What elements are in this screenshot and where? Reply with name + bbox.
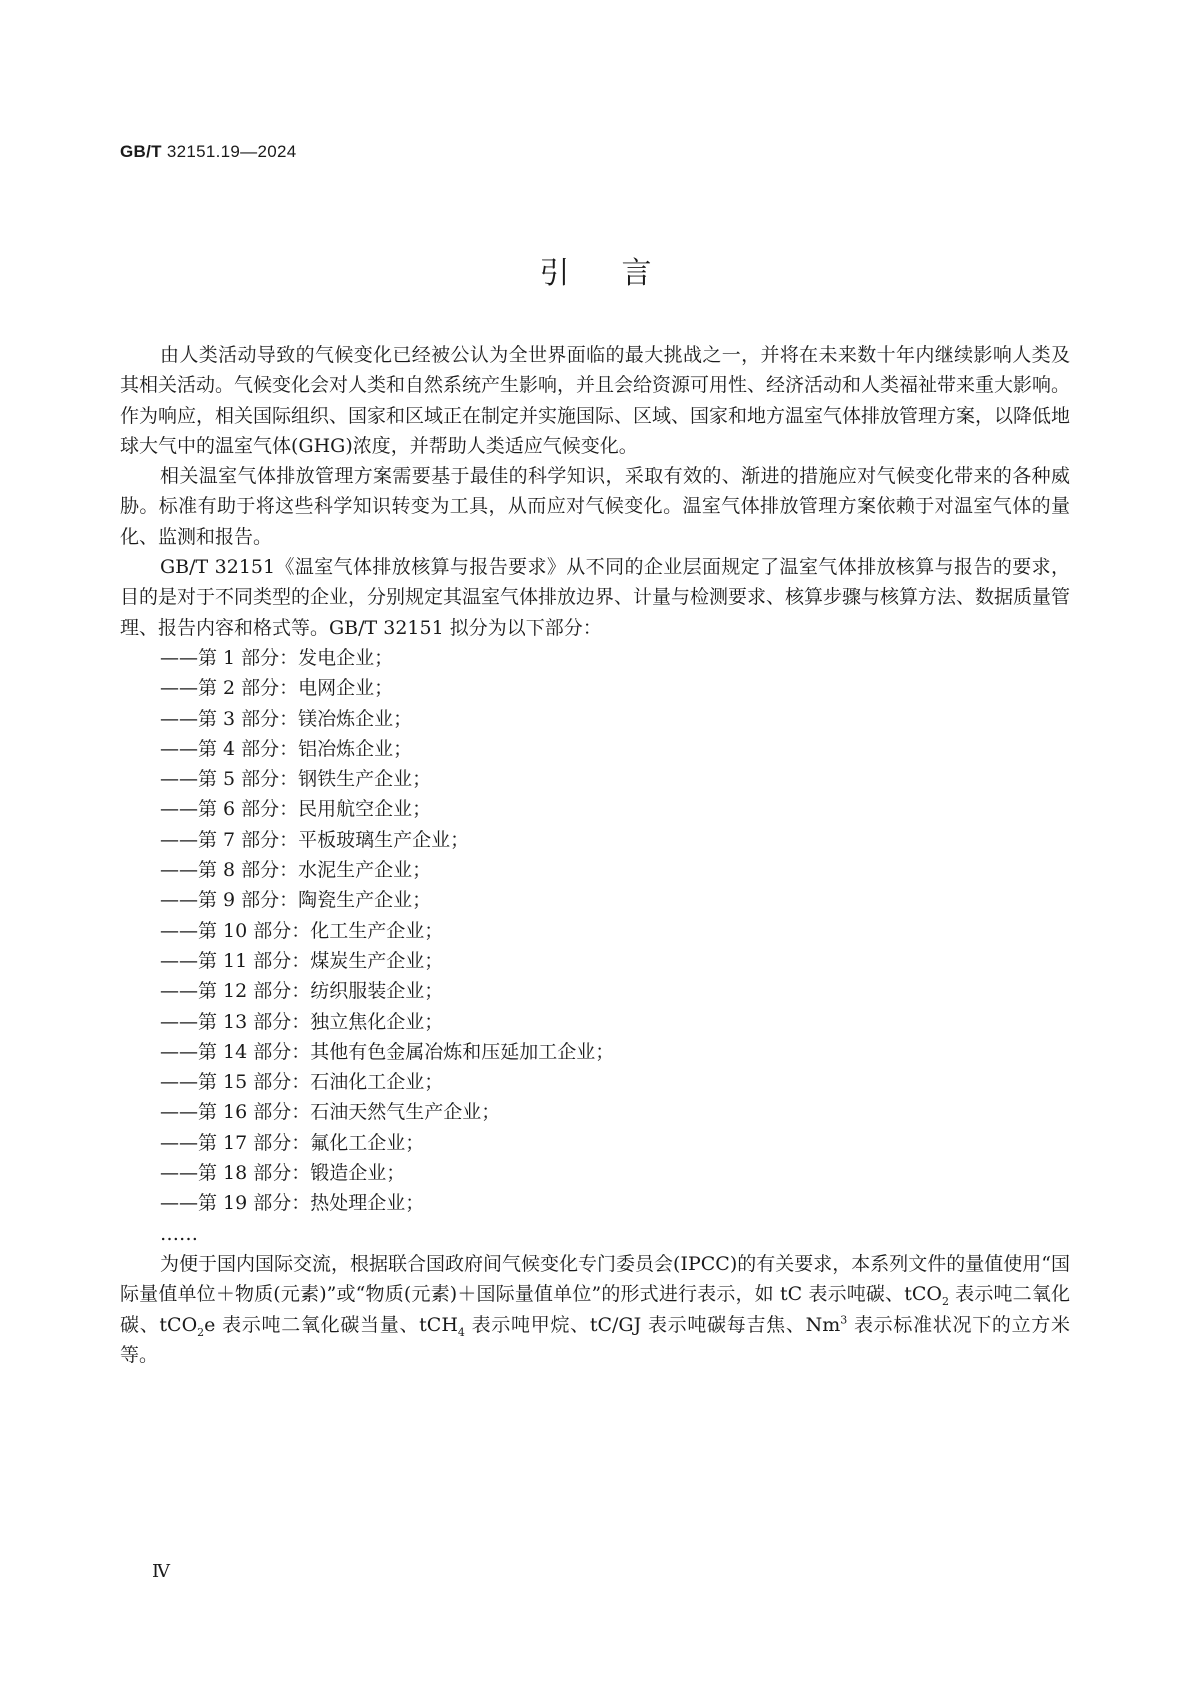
list-item: ——第 11 部分：煤炭生产企业； <box>160 949 444 972</box>
units-paragraph <box>120 1249 1070 1370</box>
list-item: ——第 15 部分：石油化工企业； <box>160 1071 444 1094</box>
page-number: Ⅳ <box>152 1561 170 1582</box>
standard-code: GB/T <box>120 142 162 161</box>
units-text-4: 表示吨甲烷、tC/GJ 表示吨碳每吉焦、Nm <box>464 1313 841 1336</box>
intro-paragraph-1: 由人类活动导致的气候变化已经被公认为全世界面临的最大挑战之一，并将在未来数十年内继续影响人类及其相关活动。气候变化会对人类和自然系统产生影响，并且会给资源可用性、经济活动和人类福祉带来重大影响。作为响应，相关国际组织、国家和区域正在制定并实施国际、区域、国家和地方温室气体排放管理方案，以降低地球大气中的温室气体(GHG)浓度，并帮助人类适应气候变化。 <box>120 344 1071 457</box>
subscript: 2 <box>197 1325 205 1339</box>
list-item: ——第 13 部分：独立焦化企业； <box>160 1010 444 1033</box>
standard-number: 32151.19—2024 <box>166 142 297 161</box>
list-item: ——第 3 部分：镁冶炼企业； <box>160 707 413 730</box>
list-item: ——第 2 部分：电网企业； <box>160 677 394 700</box>
list-item: ——第 9 部分：陶瓷生产企业； <box>160 889 432 912</box>
list-item: ——第 8 部分：水泥生产企业； <box>160 859 432 882</box>
list-item: ——第 12 部分：纺织服装企业； <box>160 980 444 1003</box>
parts-list <box>120 643 1070 1219</box>
list-ellipsis: …… <box>160 1222 198 1245</box>
list-item: ——第 14 部分：其他有色金属冶炼和压延加工企业； <box>160 1040 615 1063</box>
list-item: ——第 4 部分：铝冶炼企业； <box>160 737 413 760</box>
list-item: ——第 16 部分：石油天然气生产企业； <box>160 1101 501 1124</box>
list-item: ——第 6 部分：民用航空企业； <box>160 798 432 821</box>
list-item: ——第 18 部分：锻造企业； <box>160 1162 406 1185</box>
subscript: 4 <box>457 1325 465 1339</box>
list-item: ——第 10 部分：化工生产企业； <box>160 919 444 942</box>
list-item: ——第 7 部分：平板玻璃生产企业； <box>160 828 470 851</box>
document-body <box>120 340 1070 1370</box>
list-item: ——第 17 部分：氟化工企业； <box>160 1131 425 1154</box>
intro-paragraph-3: GB/T 32151《温室气体排放核算与报告要求》从不同的企业层面规定了温室气体排放核算与报告的要求，目的是对于不同类型的企业，分别规定其温室气体排放边界、计量与检测要求、核算步骤与核算方法、数据质量管理、报告内容和格式等。GB/T 32151 拟分为以下部分： <box>120 556 1071 639</box>
list-item: ——第 5 部分：钢铁生产企业； <box>160 768 432 791</box>
units-text-3: e 表示吨二氧化碳当量、tCH <box>204 1313 458 1336</box>
intro-paragraph-2: 相关温室气体排放管理方案需要基于最佳的科学知识，采取有效的、渐进的措施应对气候变化带来的各种威胁。标准有助于将这些科学知识转变为工具，从而应对气候变化。温室气体排放管理方案依赖于对温室气体的量化、监测和报告。 <box>120 465 1070 548</box>
units-text-5: 表示标准状况下的立方米等。 <box>120 1313 1070 1366</box>
document-code-header <box>120 142 296 162</box>
list-item: ——第 19 部分：热处理企业； <box>160 1192 425 1215</box>
list-item: ——第 1 部分：发电企业； <box>160 646 394 669</box>
subscript: 2 <box>941 1295 949 1308</box>
units-text-1: 为便于国内国际交流，根据联合国政府间气候变化专门委员会(IPCC)的有关要求，本系列文件的量值使用“国际量值单位＋物质(元素)”或“物质(元素)＋国际量值单位”的形式进行表示，如 tC 表示吨碳、tCO <box>120 1252 1070 1306</box>
units-text-2: 表示吨二氧化碳、tCO <box>120 1283 1071 1336</box>
superscript: 3 <box>840 1313 848 1327</box>
page-title: 引言 <box>539 256 704 291</box>
